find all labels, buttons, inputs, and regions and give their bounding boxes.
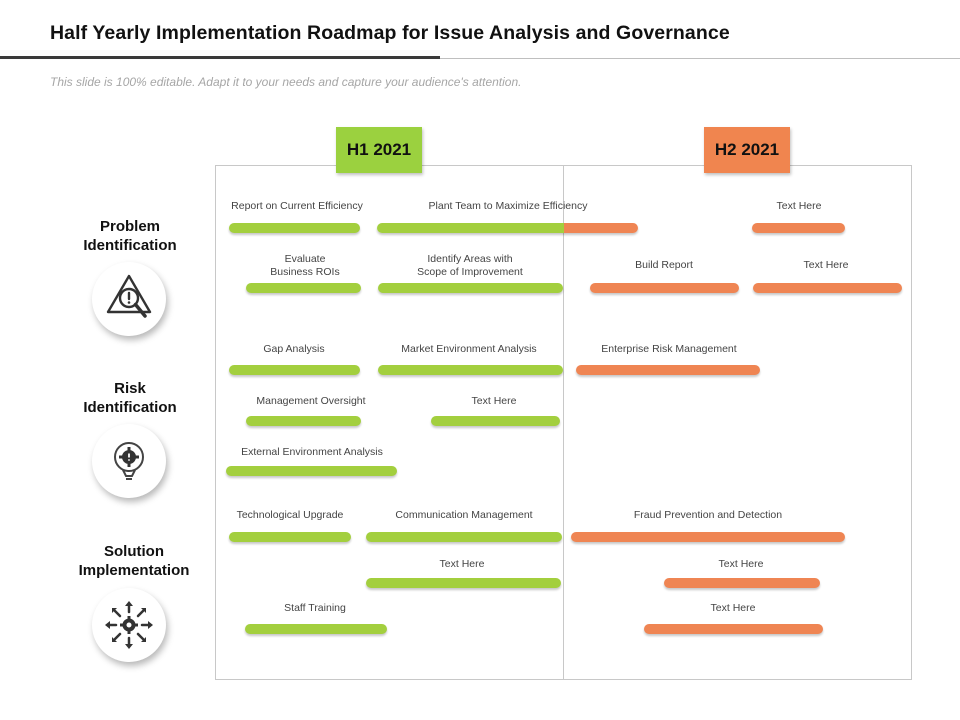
category-icon-circle	[92, 262, 166, 336]
task-label: Build Report	[635, 259, 693, 271]
task-label: Gap Analysis	[263, 343, 325, 355]
task-label: Technological Upgrade	[236, 509, 344, 521]
title-underline	[0, 56, 440, 59]
alert-gear-icon	[92, 424, 166, 498]
gear-arrows-icon	[92, 588, 166, 662]
task-bar	[752, 223, 845, 233]
task-label: Fraud Prevention and Detection	[633, 509, 783, 521]
task-label: Text Here	[710, 602, 756, 614]
task-label: Communication Management	[395, 509, 533, 521]
task-label: Market Environment Analysis	[401, 343, 537, 355]
task-label: Staff Training	[284, 602, 346, 614]
task-bar	[644, 624, 823, 634]
task-bar	[366, 532, 562, 542]
task-label: Text Here	[439, 558, 485, 570]
task-bar	[571, 532, 845, 542]
period-header-h2: H2 2021	[704, 127, 790, 173]
task-label: Identify Areas with Scope of Improvement	[417, 253, 523, 278]
task-bar	[377, 223, 638, 233]
task-label: Text Here	[776, 200, 822, 212]
task-label: Evaluate Business ROIs	[270, 253, 340, 278]
task-label: External Environment Analysis	[241, 446, 383, 458]
task-bar	[378, 365, 563, 375]
task-label: Management Oversight	[256, 395, 366, 407]
task-bar	[378, 283, 563, 293]
task-bar	[590, 283, 739, 293]
task-bar	[366, 578, 561, 588]
title-rule	[440, 58, 960, 59]
task-bar	[246, 283, 361, 293]
slide-subtitle: This slide is 100% editable. Adapt it to your needs and capture your audience's attention.	[50, 75, 522, 89]
slide-title: Half Yearly Implementation Roadmap for Issue Analysis and Governance	[50, 22, 730, 44]
task-bar	[245, 624, 387, 634]
task-label: Plant Team to Maximize Efficiency	[428, 200, 588, 212]
category-icon-circle	[92, 588, 166, 662]
task-bar	[431, 416, 560, 426]
task-bar	[229, 223, 360, 233]
task-label: Text Here	[471, 395, 517, 407]
task-label: Enterprise Risk Management	[601, 343, 737, 355]
task-bar	[229, 532, 351, 542]
warning-magnifier-icon	[92, 262, 166, 336]
task-bar	[753, 283, 902, 293]
task-bar	[226, 466, 397, 476]
period-header-h1: H1 2021	[336, 127, 422, 173]
task-bar	[229, 365, 360, 375]
category-problem-identification: Problem Identification	[83, 218, 177, 254]
task-label: Text Here	[718, 558, 764, 570]
task-bar	[664, 578, 820, 588]
task-label: Text Here	[803, 259, 849, 271]
task-bar	[246, 416, 361, 426]
category-icon-circle	[92, 424, 166, 498]
category-risk-identification: Risk Identification	[83, 380, 177, 416]
task-bar	[576, 365, 760, 375]
category-solution-implementation: Solution Implementation	[78, 543, 190, 579]
half-divider	[563, 165, 564, 680]
task-label: Report on Current Efficiency	[231, 200, 363, 212]
